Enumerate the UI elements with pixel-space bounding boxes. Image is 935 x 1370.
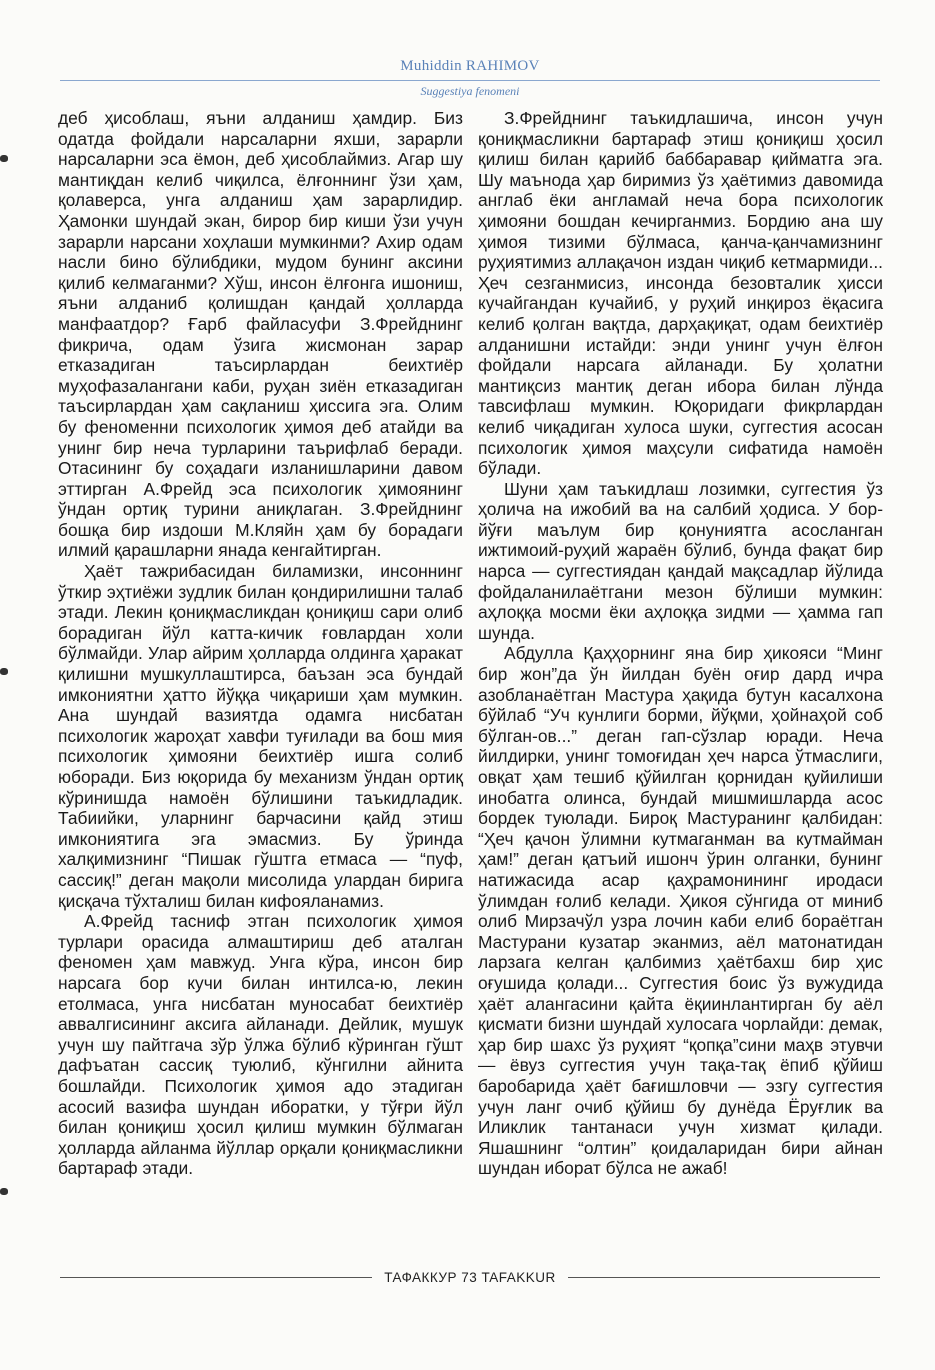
paragraph: Шуни ҳам таъкидлаш лозимки, суггестия ўз ҳолича на ижобий ва на салбий ҳодиса. У бор-йўғи маълум бир қонуниятга асосланган ижтимоий-руҳий жараён бўлиб, бунда фақат бир нарса — суггестиядан қандай мақсадлар йўлида фойдаланилаётгани мезон бўлиши мумкин: аҳлоққа мосми ёки аҳлоққа зидми — ҳамма гап шунда. bbox=[478, 478, 883, 643]
punch-hole-mark bbox=[0, 668, 8, 675]
right-column bbox=[478, 108, 883, 1179]
paragraph: З.Фрейднинг таъкидлашича, инсон учун қониқмасликни бартараф этиш қониқиш ҳосил қилиш билан қарийб баббаравар қийматга эга. Шу маънода ҳар биримиз ўз ҳаётимиз давомида англаб ёки англамай неча бора психологик ҳимояни бошдан кечирганмиз. Бордию ана шу ҳимоя тизими бўлмаса, қанча-қанчамизнинг руҳиятимиз аллақачон издан чиқиб кетмармиди... Ҳеч сезганмисиз, инсонда безовталик ҳисси кучайгандан кучайиб, у руҳий инқироз ёқасига келиб қолган вақтда, дарҳақиқат, одам беихтиёр алданишни истайди: энди унинг учун ёлғон фойдали нарсага айланади. Бу ҳолатни мантиқсиз мантиқ деган ибора билан лўнда тавсифлаш мумкин. Юқоридаги фикрлардан келиб чиқадиган хулоса шуки, суггестия асосан психологик ҳимоя маҳсули сифатида намоён бўлади. bbox=[478, 108, 883, 479]
footer-rule-left bbox=[60, 1277, 372, 1278]
paragraph: Абдулла Қаҳҳорнинг яна бир ҳикояси “Минг бир жон”да ўн йилдан буён оғир дард ичра азобланаётган Мастура ҳақида бутун касалхона бўйлаб “Уч кунлиги борми, йўқми, ҳойнаҳой соб бўлган-ов...” деган гап-сўзлар юради. Неча йилдирки, унинг томоғидан ҳеч нарса ўтмаслиги, овқат ҳам тешиб қўйилган қорнидан қуйилиши инобатга олинса, бундай мишмишларда асос бордек туюлади. Бироқ Мастуранинг қалбидан: “Ҳеч қачон ўлимни кутмаганман ва кутмайман ҳам!” деган қатъий ишонч ўрин олганки, бунинг натижасида асар қаҳрамонининг иродаси ўлимдан ғолиб келади. Ҳикоя сўнгида от миниб олиб Мирзачўл узра лочин каби елиб бораётган Мастурани кузатар эканмиз, аёл матонатидан ларзага келган қалбимиз ҳаётбахш бир ҳис оғушида қолади... Суггестия боис ўз вужудида ҳаёт алангасини қайта ёқиинлантирган бу аёл қисмати бизни шундай хулосага чорлайди: демак, ҳар бир шахс ўз руҳият “қопқа”сини маҳв этувчи — ёвуз суггестия учун тақа-тақ ёпиб қўйиш баробарида ҳаёт бағишловчи — эзгу суггестия учун ланг очиб қўйиш бу дунёда Ёруғлик ва Иликлик тантанаси учун хизмат қилади. Яшашнинг “олтин” қоидаларидан бири айнан шундан иборат бўлса не ажаб! bbox=[478, 643, 883, 1179]
footer-rule-right bbox=[568, 1277, 880, 1278]
punch-hole-mark bbox=[0, 155, 8, 162]
punch-hole-mark bbox=[0, 1188, 8, 1195]
running-header bbox=[60, 58, 880, 75]
author-name: Muhiddin RAHIMOV bbox=[400, 58, 540, 74]
footer-page-number: ТАФАККУР 73 TAFAKKUR bbox=[384, 1269, 556, 1285]
left-column bbox=[58, 108, 463, 1179]
paragraph: деб ҳисоблаш, яъни алданиш ҳамдир. Биз одатда фойдали нарсаларни яхши, зарарли нарсаларни эса ёмон, деб ҳисоблаймиз. Агар шу мантиқдан келиб чиқилса, ёлғоннинг ўзи ҳам, қолаверса, унга алданиш ҳам зарарлидир. Ҳамонки шундай экан, бирор бир киши ўзи учун зарарли нарсани хоҳлаши мумкинми? Ахир одам насли бино бўлибдики, мудом бунинг аксини қилиб келмаганми? Хўш, инсон ёлғонга ишониш, яъни алданиб қолишдан қандай ҳолларда манфаатдор? Ғарб файласуфи З.Фрейднинг фикрича, одам ўзига жисмонан зарар етказадиган таъсирлардан беихтиёр муҳофазалангани каби, руҳан зиён етказадиган таъсирлардан ҳам сақланиш ҳиссига эга. Олим бу феноменни психологик ҳимоя деб атайди ва унинг бир неча турларини таърифлаб беради. Отасининг бу соҳадаги изланишларини давом эттирган А.Фрейд эса психологик ҳимоянинг ўндан ортиқ турини аниқлаган. З.Фрейднинг бошқа бир издоши М.Кляйн ҳам бу борадаги илмий қарашларни янада кенгайтирган. bbox=[58, 108, 463, 561]
article-subtitle: Suggestiya fenomeni bbox=[420, 84, 520, 98]
page-footer bbox=[60, 1267, 880, 1287]
header-rule bbox=[60, 80, 880, 81]
paragraph: Ҳаёт тажрибасидан биламизки, инсоннинг ўткир эҳтиёжи зудлик билан қондирилишни талаб этади. Лекин қониқмасликдан қониқиш сари олиб борадиган йўл катта-кичик ғовлардан холи бўлмайди. Улар айрим ҳолларда олдинга ҳаракат қилишни мушкуллаштирса, баъзан эса бундай имкониятни ҳатто йўққа чиқариши ҳам мумкин. Ана шундай вазиятда одамга нисбатан психологик жароҳат хавфи туғилади ва бош мия психологик ҳимояни беихтиёр ишга солиб юборади. Биз юқорида бу механизм ўндан ортиқ кўринишда намоён бўлишини таъкидладик. Табиийки, уларнинг барчасини қайд этиш имкониятига эга эмасмиз. Бу ўринда халқимизнинг “Пишак гўштга етмаса — “пуф, сассиқ!” деган мақоли мисолида улардан бирига қисқача тўхталиш билан кифояланамиз. bbox=[58, 561, 463, 911]
paragraph: А.Фрейд тасниф этган психологик ҳимоя турлари орасида алмаштириш деб аталган феномен ҳам мавжуд. Унга кўра, инсон бир нарсага бор кучи билан интилса-ю, лекин етолмаса, унга нисбатан муносабат беихтиёр аввалгисининг аксига айланади. Дейлик, мушук учун шу пайтгача зўр ўлжа бўлиб кўринган гўшт дафъатан сассиқ туюлиб, кўнгилни айнита бошлайди. Психологик ҳимоя адо этадиган асосий вазифа шундан иборатки, у тўғри йўл билан қониқиш ҳосил қилиш мумкин бўлмаган ҳолларда айланма йўллар орқали қониқмасликни бартараф этади. bbox=[58, 911, 463, 1179]
